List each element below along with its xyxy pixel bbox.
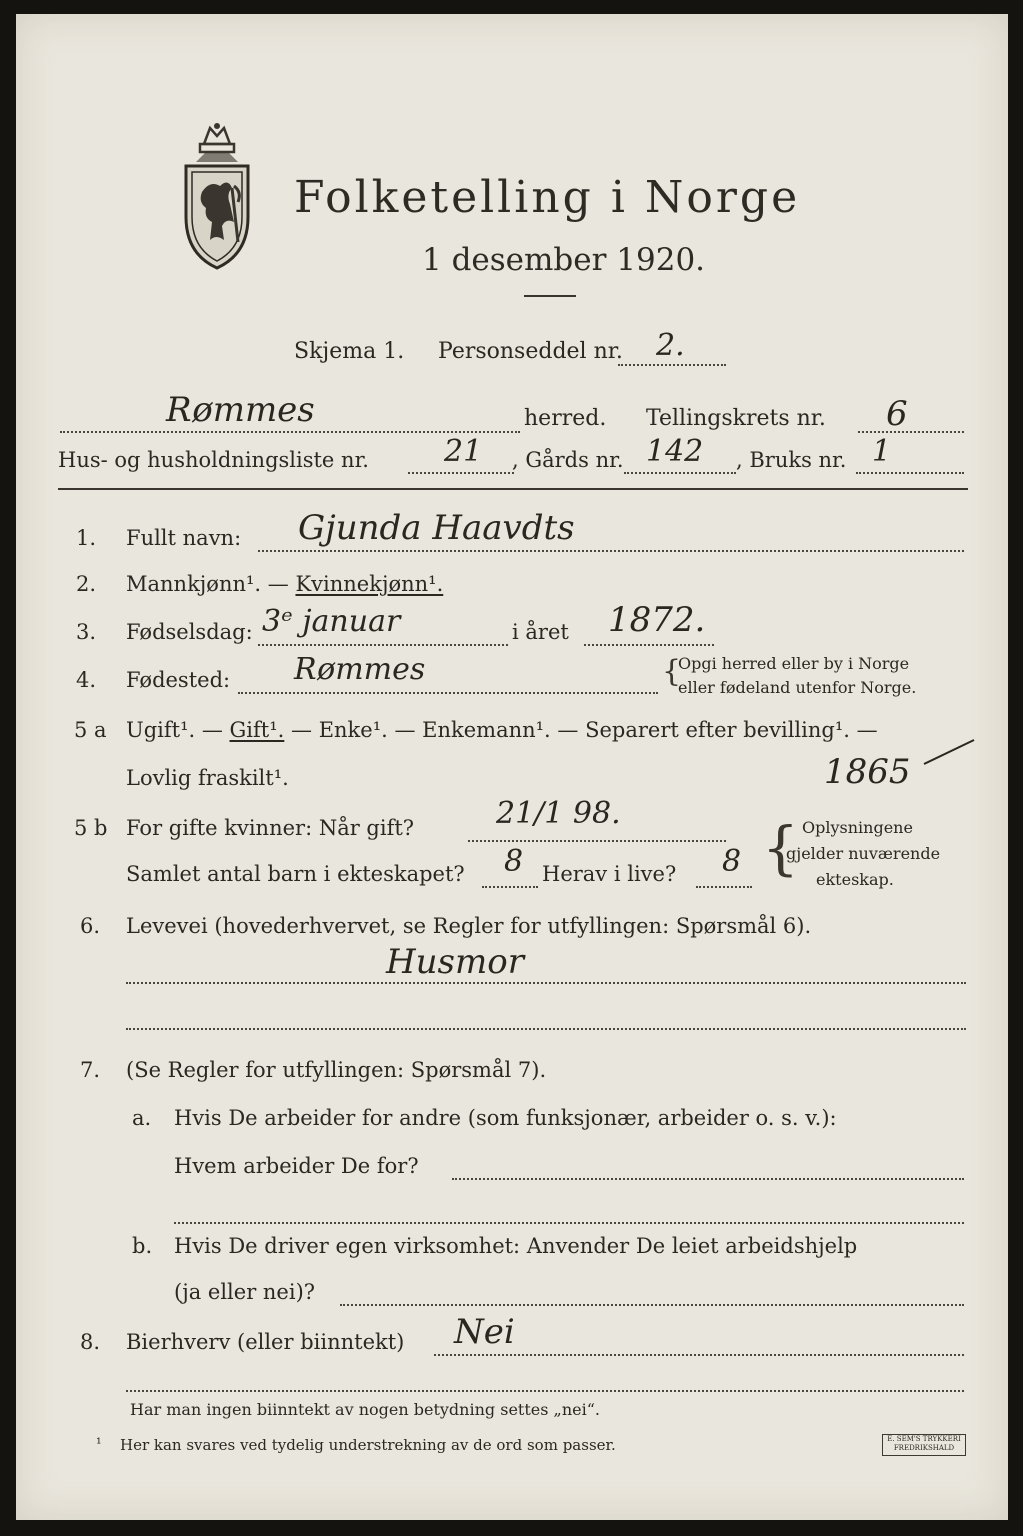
q8-line: [434, 1354, 964, 1356]
bruks-value: 1: [872, 434, 892, 469]
q2-number: 2.: [76, 572, 97, 596]
q4-brace: {: [662, 654, 682, 689]
q5b-alive-line: [696, 886, 752, 888]
q8-extra-line: [126, 1390, 964, 1392]
gards-label: , Gårds nr.: [512, 448, 624, 472]
personseddel-label: Personseddel nr.: [438, 339, 623, 364]
q6-line2: [126, 1028, 966, 1030]
hus-line: [408, 472, 514, 474]
q3-day-line: [258, 644, 508, 646]
q6-number: 6.: [80, 914, 101, 938]
bruks-line: [856, 472, 964, 474]
q1-number: 1.: [76, 526, 97, 550]
q7b-line2-label: (ja eller nei)?: [174, 1280, 316, 1304]
skjema-label: Skjema 1.: [294, 339, 405, 364]
q2-options: [126, 572, 443, 596]
sex-female-option: Kvinnekjønn¹.: [295, 572, 444, 596]
q7b-line: [340, 1304, 964, 1306]
q5b-brace: {: [762, 814, 799, 882]
q1-label: Fullt navn:: [126, 526, 242, 550]
title-divider: [524, 295, 576, 297]
q7a-line2-label: Hvem arbeider De for?: [174, 1154, 419, 1178]
q5a-options: [126, 718, 878, 742]
q5b-note-line2: gjelder nuværende: [786, 844, 941, 863]
q5a-number: 5 a: [74, 718, 107, 742]
herred-label: herred.: [524, 406, 607, 431]
personseddel-value: 2.: [656, 328, 685, 363]
q8-number: 8.: [80, 1330, 101, 1354]
q5b-alive-label: Herav i live?: [542, 862, 677, 886]
q8-label: Bierhverv (eller biinntekt): [126, 1330, 405, 1354]
q5b-note-line1: Oplysningene: [802, 818, 913, 837]
q7-label: (Se Regler for utfyllingen: Spørsmål 7).: [126, 1058, 547, 1082]
q6-label: Levevei (hovederhvervet, se Regler for utfyllingen: Spørsmål 6).: [126, 914, 812, 938]
herred-line: [60, 431, 520, 433]
children-count-value: 8: [504, 844, 524, 879]
q7b-label: Hvis De driver egen virksomhet: Anvender De leiet arbeidshjelp: [174, 1234, 858, 1258]
q3-year-line: [584, 644, 714, 646]
sex-male-option: Mannkjønn¹.: [126, 572, 262, 596]
q5b-married-line: [468, 840, 726, 842]
full-name-value: Gjunda Haavdts: [298, 508, 575, 548]
gards-value: 142: [646, 434, 704, 469]
occupation-value: Husmor: [386, 942, 524, 982]
q5b-children-label: Samlet antal barn i ekteskapet?: [126, 862, 465, 886]
q6-line1: [126, 982, 966, 984]
q4-note-line2: eller fødeland utenfor Norge.: [678, 678, 917, 697]
form-title: Folketelling i Norge: [294, 172, 801, 223]
birth-day-value: 3ᵉ januar: [262, 604, 401, 639]
footnote-text: Her kan svares ved tydelig understrekning av de ord som passer.: [120, 1436, 616, 1454]
q7-number: 7.: [80, 1058, 101, 1082]
q3-number: 3.: [76, 620, 97, 644]
q7a-label: Hvis De arbeider for andre (som funksjonær, arbeider o. s. v.):: [174, 1106, 837, 1130]
personseddel-line: [618, 364, 726, 366]
q1-line: [258, 550, 964, 552]
census-form-page: [16, 14, 1008, 1520]
form-date: 1 desember 1920.: [422, 242, 706, 278]
q5b-children-line: [482, 886, 538, 888]
side-income-value: Nei: [454, 1312, 515, 1352]
marital-other: — Enke¹. — Enkemann¹. — Separert efter bevilling¹. —: [291, 718, 878, 742]
q3-label: Fødselsdag:: [126, 620, 253, 644]
q5b-label: For gifte kvinner: Når gift?: [126, 816, 415, 840]
marital-ugift: Ugift¹. —: [126, 718, 223, 742]
section-rule: [58, 488, 968, 490]
tellingskrets-value: 6: [886, 394, 908, 434]
married-date-value: 21/1 98.: [496, 796, 621, 831]
q5b-note-line3: ekteskap.: [816, 870, 894, 889]
q5b-number: 5 b: [74, 816, 108, 840]
bruks-label: , Bruks nr.: [736, 448, 847, 472]
q7a-line: [452, 1178, 964, 1180]
birth-year-value: 1872.: [608, 600, 706, 640]
q4-number: 4.: [76, 668, 97, 692]
q3-year-label: i året: [512, 620, 569, 644]
footnote-mark: ¹: [96, 1436, 102, 1452]
q4-line: [238, 692, 658, 694]
tellingskrets-line: [858, 431, 964, 433]
marital-gift: Gift¹.: [229, 718, 285, 742]
q7b-letter: b.: [132, 1234, 153, 1258]
tellingskrets-label: Tellingskrets nr.: [646, 406, 826, 431]
q5a-line2: Lovlig fraskilt¹.: [126, 766, 289, 790]
sex-separator: —: [261, 572, 296, 596]
footer-note: Har man ingen biinntekt av nogen betydning settes „nei“.: [130, 1400, 600, 1419]
gards-line: [624, 472, 736, 474]
hus-value: 21: [444, 434, 483, 469]
q4-note-line1: Opgi herred eller by i Norge: [678, 654, 910, 673]
margin-year-note: 1865: [824, 752, 911, 792]
q7a-letter: a.: [132, 1106, 152, 1130]
norway-coat-of-arms-icon: [176, 122, 258, 272]
hus-label: Hus- og husholdningsliste nr.: [58, 448, 369, 472]
children-alive-value: 8: [722, 844, 742, 879]
birthplace-value: Rømmes: [294, 652, 426, 687]
q4-label: Fødested:: [126, 668, 231, 692]
herred-value: Rømmes: [166, 390, 315, 430]
margin-stroke: [922, 736, 976, 766]
q7a-extra-line: [174, 1222, 964, 1224]
printer-stamp: E. SEM'S TRYKKERI FREDRIKSHALD: [882, 1434, 966, 1456]
